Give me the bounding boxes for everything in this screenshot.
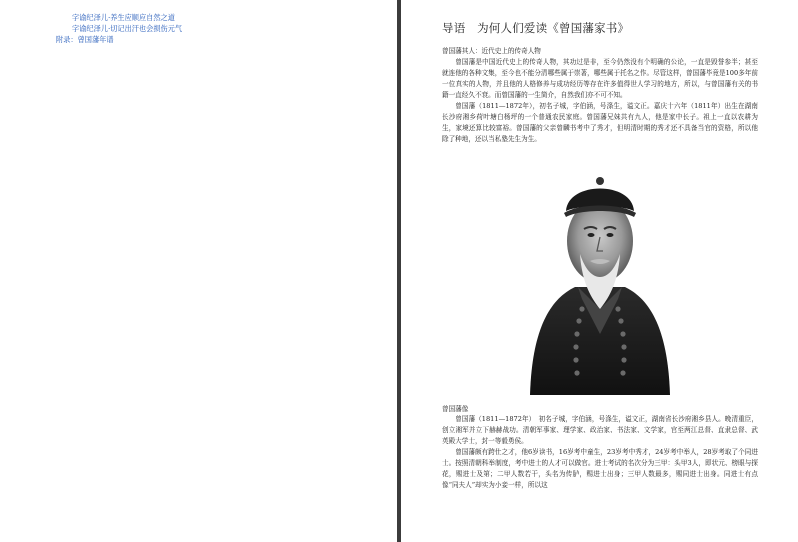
- paragraph: 曾国藩颇有跨仕之才，他6岁读书，16岁考中童生，23岁考中秀才，24岁考中举人，28岁考取了个同进士。按照清朝科举制度，考中进士的人才可以做官。进士考试的名次分为三甲：头甲3人，即状元、榜眼与探花，赐进士及第；二甲人数若干，头名为传胪，赐进士出身；三甲人数最多，赐同进士出身。同进士有点像“同夫人”却实为小妾一样，所以这: [442, 448, 758, 489]
- table-of-contents: [56, 12, 182, 45]
- left-page: [0, 0, 397, 542]
- toc-link-chronology[interactable]: 附录：曾国藩年谱: [56, 35, 114, 44]
- paragraph: 曾国藩（1811—1872年），初名子城，字伯涵，号涤生，谥文正。嘉庆十六年（1811年）出生在湖南长沙府湘乡荷叶塘白杨坪的一个普通农民家庭。曾国藩兄妹共有九人，他是家中长子。祖上一直以农耕为生，家境还算比较富裕。曾国藩的父亲曾麟书考中了秀才，但明清时期的秀才还不具备当官的资格，所以他除了种地，还以当私塾先生为生。: [442, 102, 758, 143]
- article-subtitle: 曾国藩其人：近代史上的传奇人物: [442, 47, 541, 55]
- article-title: 导语 为何人们爱读《曾国藩家书》: [442, 21, 630, 35]
- portrait-image: [520, 159, 680, 395]
- paragraph: 曾国藩（1811—1872年） 初名子城，字伯涵，号涤生，谥文正，湖南省长沙府湘乡县人。晚清重臣，创立湘军并立下赫赫战功。清朝军事家、理学家、政治家、书法家、文学家，官至两江总督、直隶总督、武英殿大学士，封一等毅勇侯。: [442, 415, 758, 445]
- right-page: [401, 0, 798, 542]
- image-caption: 曾国藩像: [442, 405, 469, 413]
- toc-link-sweat[interactable]: 字谕纪泽儿·切记出汗也会损伤元气: [72, 24, 183, 33]
- article: [442, 20, 758, 491]
- paragraph: 曾国藩是中国近代史上的传奇人物，其功过是非，至今仍然没有个明确的公论，一直是毁誉参半；甚至就连他的各种文集，至今也不能分清哪些属于崇著，哪些属于托名之作。尽管这样，曾国藩毕竟是100多年前一位真实的人物，并且他的人格修养与成功经历等存在许多值得世人学习的地方，所以，与曾国藩有关的书籍一直经久不衰。而曾国藩的一生简介，自然我们亦不可不知。: [442, 58, 758, 99]
- toc-link-health[interactable]: 字谕纪泽儿·养生应顺应自然之道: [72, 13, 175, 22]
